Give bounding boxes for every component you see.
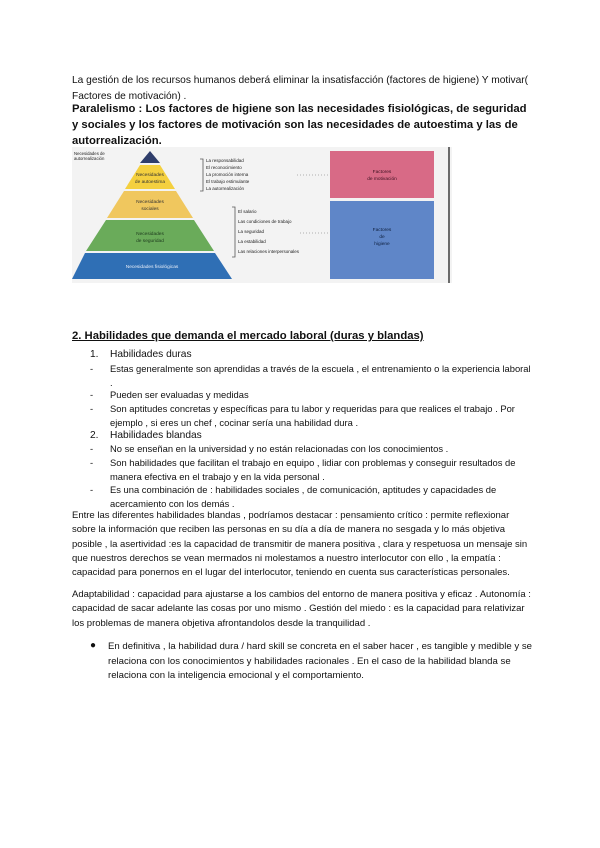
figure-svg	[72, 147, 452, 283]
hygiene-item: La seguridad	[238, 229, 265, 234]
paragraph-soft-skills: Entre las diferentes habilidades blandas , podríamos destacar : pensamiento crítico : permite reflexionar sobre la información que reciben las personas en su día a día de manera no sesgada y lo más objetiva posible , la asertividad :es la capacidad de transmitir de manera positiva , clara y respetuosa un mensaje sin que nuestros derechos se vean mermados ni molestamos a nuestro interlocutor con ello , la empatía : capacidad para ponernos en el lugar del interlocutor, teniendo en cuenta sus características personales.	[72, 510, 528, 579]
motivator-item: El trabajo estimulante	[206, 179, 250, 184]
pyramid-esteem-label-1: Necesidades	[136, 173, 164, 178]
blandas-bullet: - Es una combinación de : habilidades sociales , de comunicación, aptitudes y capacidades de acercamiento con los demás .	[90, 484, 497, 510]
paragraph-adaptability: Adaptabilidad : capacidad para ajustarse a los cambios del entorno de manera positiva y eficaz . Autonomía : capacidad de sacar adelante las cosas por uno mismo . Gestión del miedo : es la capacidad para relativizar los problemas de manera objetiva afrontandolos desde la tranquilidad .	[72, 589, 531, 629]
list-label: Habilidades duras	[110, 349, 192, 360]
motivators-list	[206, 158, 250, 191]
duras-bullet: - Pueden ser evaluadas y medidas	[90, 389, 249, 400]
list-label: Habilidades blandas	[110, 430, 202, 441]
hygiene-box-label-3: higiene	[374, 242, 390, 247]
conclusion-bullet: ● En definitiva , la habilidad dura / hard skill se concreta en el saber hacer , es tangible y medible y se relaciona con los conocimientos y habilidades racionales . En el caso de la habilidad blanda se relaciona con la inteligencia emocional y el comportamiento.	[90, 640, 532, 681]
hygiene-box-label-2: de	[379, 235, 385, 240]
herzberg-maslow-figure	[72, 147, 452, 283]
pyramid-social-label-2: sociales	[141, 207, 159, 212]
section-2-title: 2. Habilidades que demanda el mercado laboral (duras y blandas)	[72, 330, 424, 342]
motivator-item: La promoción interna	[206, 172, 249, 177]
pyramid-top-label-2: autorrealización	[74, 156, 105, 161]
hygiene-item: La estabilidad	[238, 239, 266, 244]
pyramid-social-label-1: Necesidades	[136, 200, 164, 205]
hygiene-box-label-1: Factores	[372, 228, 392, 233]
duras-bullet: - Estas generalmente son aprendidas a través de la escuela , el entrenamiento o la experiencia laboral .	[90, 363, 531, 389]
list-number: 2.	[90, 430, 99, 441]
list-item-duras	[90, 348, 192, 362]
motivation-box-label-1: Factores	[372, 170, 392, 175]
hygiene-item: Las relaciones interpersonales	[238, 249, 300, 254]
duras-bullet: - Son aptitudes concretas y específicas para tu labor y requeridas para que realices el trabajo . Por ejemplo , si eres un chef , cocinar sería una habilidad dura .	[90, 403, 515, 429]
bullet-dot: ●	[90, 640, 97, 651]
motivator-item: El reconocimiento	[206, 165, 242, 170]
motivator-item: La autorrealización	[206, 186, 245, 191]
pyramid-esteem-label-2: de autoestima	[134, 180, 166, 185]
blandas-bullet: - No se enseñan en la universidad y no están relacionadas con los conocimientos .	[90, 443, 449, 454]
pyramid-safety-label-2: de seguridad	[136, 239, 164, 244]
pyramid-safety-label-1: Necesidades	[136, 232, 164, 237]
hygiene-item: Las condiciones de trabajo	[238, 219, 292, 224]
blandas-bullet: - Son habilidades que facilitan el trabajo en equipo , lidiar con problemas y conseguir resultados de manera efectiva en el trabajo y en la vida personal .	[90, 457, 516, 483]
pyramid-top-label-1: Necesidades de	[74, 151, 105, 156]
list-number: 1.	[90, 349, 99, 360]
motivator-item: La responsabilidad	[206, 158, 244, 163]
hygiene-item: El salario	[238, 209, 257, 214]
hygiene-factors-box	[330, 201, 434, 279]
motivation-box-label-2: de motivación	[367, 177, 397, 182]
pyramid-physio-label: Necesidades fisiológicas	[125, 265, 179, 270]
list-item-blandas	[90, 429, 202, 443]
paralelismo-text: Paralelismo : Los factores de higiene son las necesidades fisiológicas, de seguridad y sociales y los factores de motivación son las necesidades de autoestima y las de autorrealización.	[72, 103, 527, 147]
intro-text: La gestión de los recursos humanos deberá eliminar la insatisfacción (factores de higiene) Y motivar( Factores de motivación) .	[72, 75, 529, 102]
